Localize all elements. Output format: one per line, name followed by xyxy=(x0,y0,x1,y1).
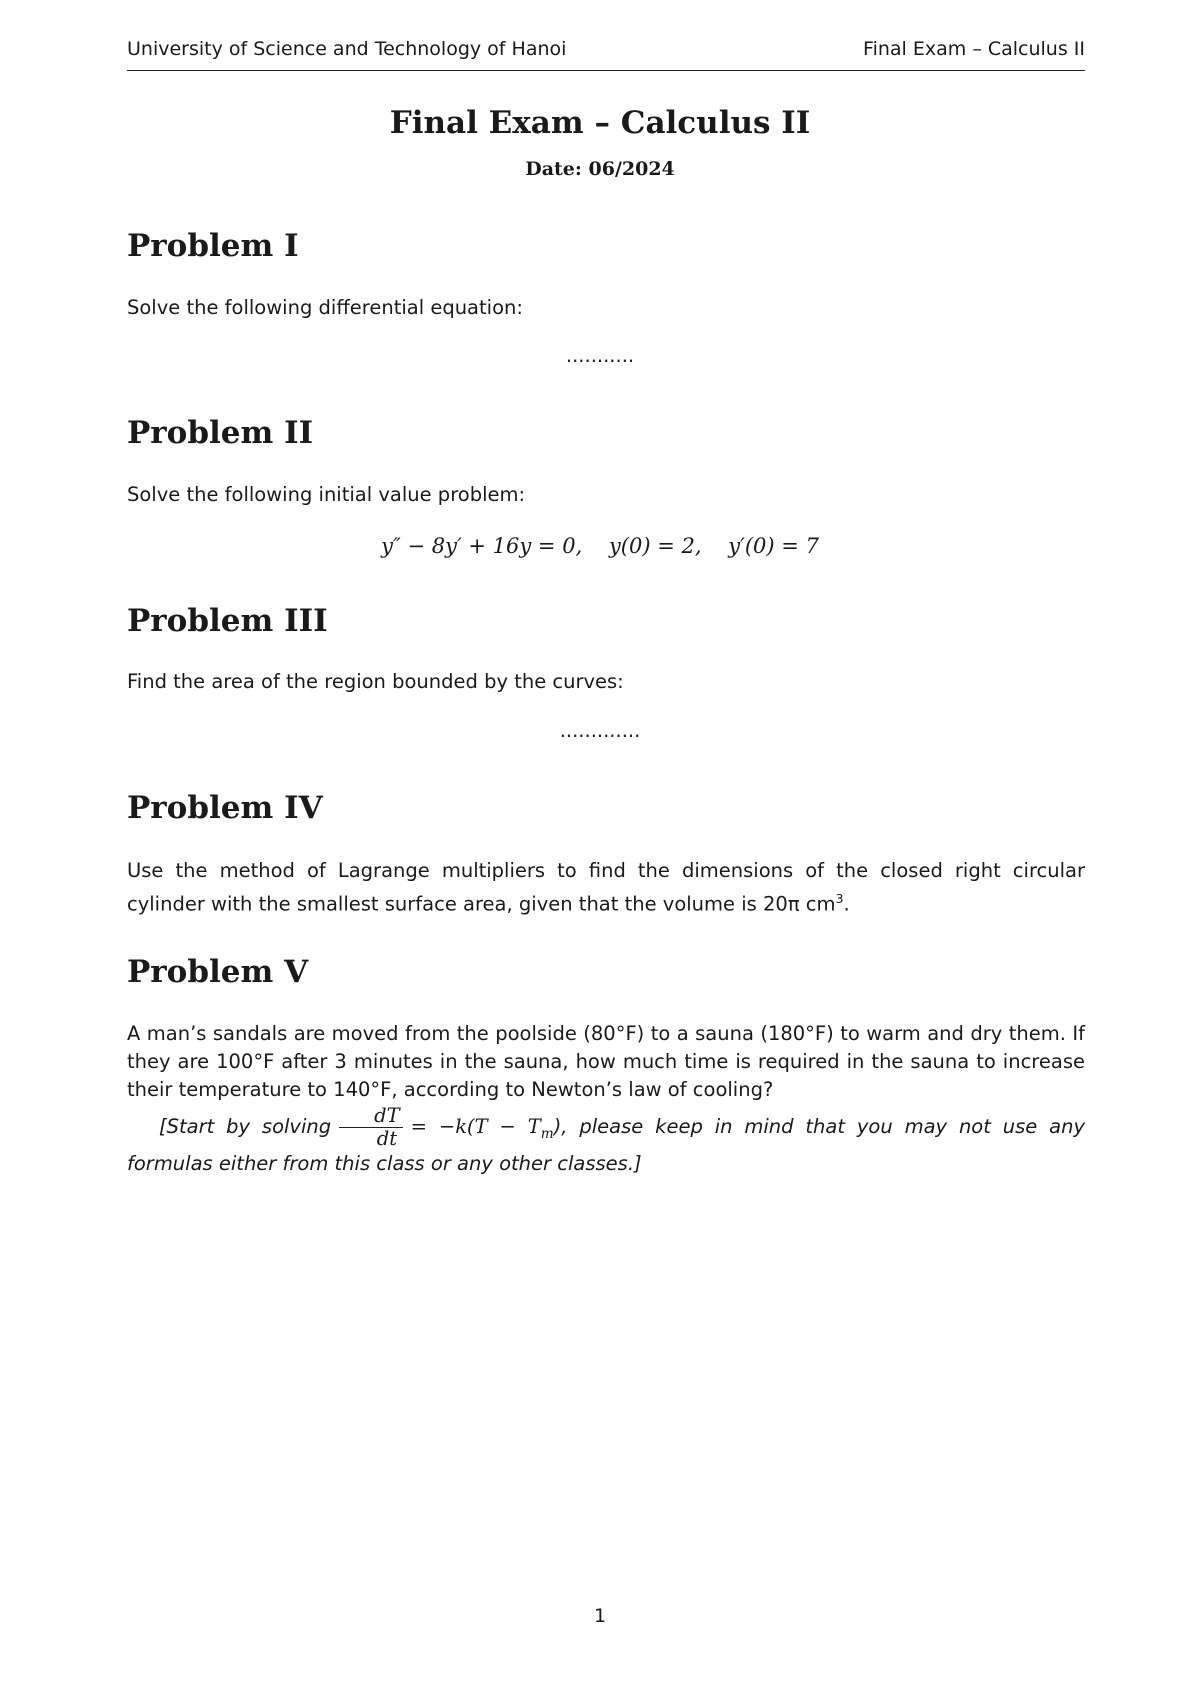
note-eq-subscript: m xyxy=(540,1125,554,1142)
problem-4-heading: Problem IV xyxy=(127,790,323,826)
problem-5-note-rest: ), please keep in mind that you may not use any formulas either from this class or any other classes.] xyxy=(127,1115,1086,1175)
exam-date: Date: 06/2024 xyxy=(525,158,675,180)
page-header xyxy=(127,38,1085,71)
dT-dt-fraction xyxy=(339,1105,403,1150)
page-number: 1 xyxy=(593,1605,607,1627)
header-institution: University of Science and Technology of Hanoi xyxy=(127,38,567,60)
problem-3-heading: Problem III xyxy=(127,603,328,639)
header-course: Final Exam – Calculus II xyxy=(863,38,1085,60)
note-eq-main: = −k(T − T xyxy=(410,1115,541,1138)
problem-1-placeholder: ........... xyxy=(565,344,635,367)
fraction-denominator: dt xyxy=(376,1127,398,1150)
problem-5-note xyxy=(127,1105,1085,1178)
problem-3-placeholder: ............. xyxy=(559,719,641,742)
problem-5-note-start: [Start by solving xyxy=(159,1115,332,1138)
exam-title: Final Exam – Calculus II xyxy=(389,105,811,141)
problem-5-text: A man’s sandals are moved from the poolside (80°F) to a sauna (180°F) to warm and dry them. If they are 100°F after 3 minutes in the sauna, how much time is required in the sauna to increase their temperature to 140°F, according to Newton’s law of cooling? xyxy=(127,1022,1085,1101)
problem-3-text: Find the area of the region bounded by the curves: xyxy=(127,670,624,693)
problem-4-text xyxy=(127,857,1085,919)
problem-4-text-end: . xyxy=(843,892,850,916)
problem-4-text-main: Use the method of Lagrange multipliers to find the dimensions of the closed right circular cylinder with the smallest surface area, given that the volume is 20π cm xyxy=(127,859,1085,916)
problem-5-note-equation xyxy=(410,1115,554,1142)
problem-2-equation: y″ − 8y′ + 16y = 0, y(0) = 2, y′(0) = 7 xyxy=(381,534,819,558)
problem-4-superscript: 3 xyxy=(835,891,844,906)
problem-2-text: Solve the following initial value problem: xyxy=(127,483,526,506)
problem-2-heading: Problem II xyxy=(127,415,314,451)
problem-1-heading: Problem I xyxy=(127,228,299,264)
problem-1-text: Solve the following differential equation: xyxy=(127,296,523,319)
problem-5-heading: Problem V xyxy=(127,954,309,990)
fraction-numerator: dT xyxy=(339,1105,403,1128)
